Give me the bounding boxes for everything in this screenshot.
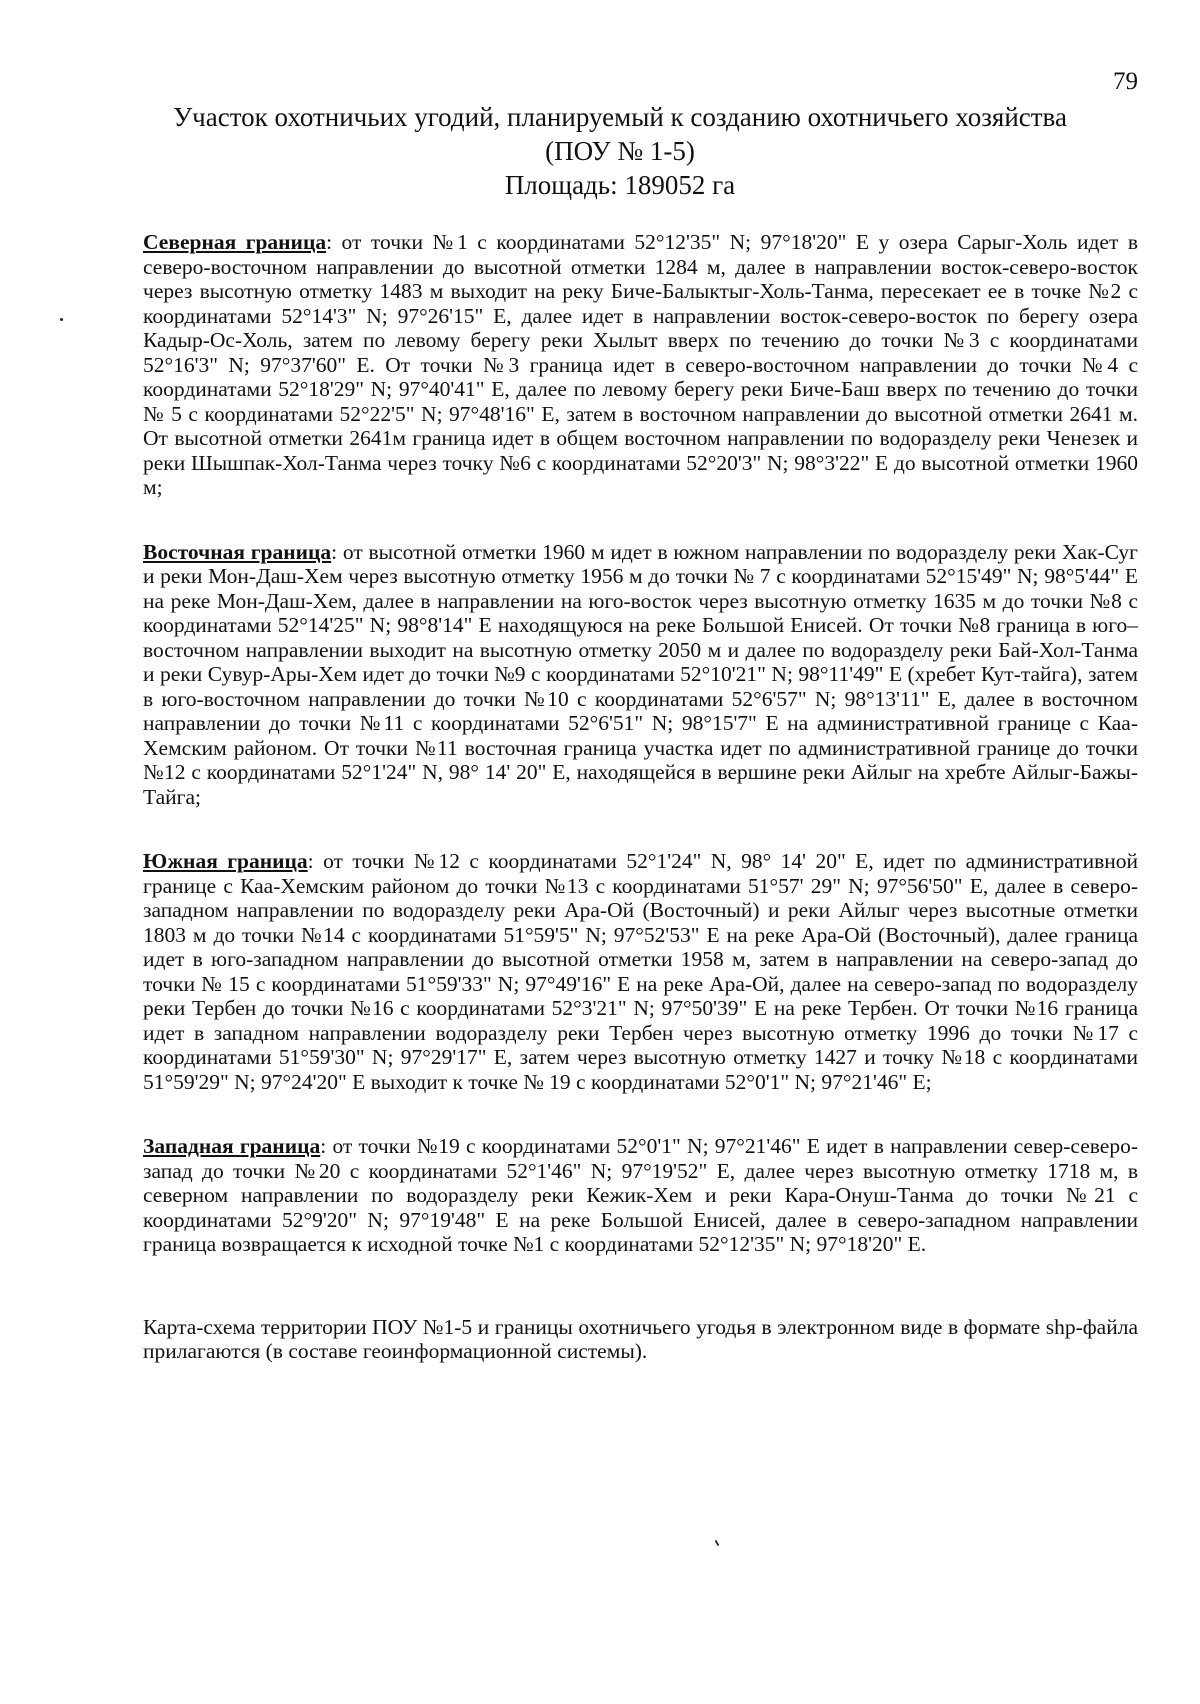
section-title-south: Южная граница: [143, 849, 308, 873]
section-south: [143, 849, 1138, 1094]
section-text-east: : от высотной отметки 1960 м идет в южном направлении по водоразделу реки Хак-Суг и реки Мон-Даш-Хем через высотную отметку 1956 м до точки № 7 с координатами 52°15'49" N; 98°5'44" E на реке Мон-Даш-Хем, далее в направлении на юго-восток через высотную отметку 1635 м до точки №8 с координатами 52°14'25" N; 98°8'14" E находящуюся на реке Большой Енисей. От точки №8 граница в юго–восточном направлении выходит на высотную отметку 2050 м и далее по водоразделу реки Бай-Хол-Танма и реки Сувур-Ары-Хем идет до точки №9 с координатами 52°10'21" N; 98°11'49" E (хребет Кут-тайга), затем в юго-восточном направлении до точки №10 с координатами 52°6'57" N; 98°13'11" E, далее в восточном направлении до точки №11 с координатами 52°6'51" N; 98°15'7" E на административной границе с Каа-Хемским районом. От точки №11 восточная граница участка идет по административной границе до точки №12 с координатами 52°1'24" N, 98° 14' 20" E, находящейся в вершине реки Айлыг на хребте Айлыг-Бажы-Тайга;: [143, 539, 1138, 809]
scan-tick-mark: [715, 1540, 720, 1546]
section-title-north: Северная граница: [143, 230, 327, 254]
section-text-south: : от точки №12 с координатами 52°1'24" N, 98° 14' 20" E, идет по административной границе с Каа-Хемским районом до точки №13 с координатами 51°57' 29" N; 97°56'50" E, далее в северо-западном направлении по водоразделу реки Ара-Ой (Восточный) и реки Айлыг через высотные отметки 1803 м до точки №14 с координатами 51°59'5" N; 97°52'53" E на реке Ара-Ой (Восточный), далее граница идет в юго-западном направлении до высотной отметки 1958 м, затем в направлении на северо-запад до точки № 15 с координатами 51°59'33" N; 97°49'16" E на реке Ара-Ой, далее на северо-запад по водоразделу реки Тербен до точки №16 с координатами 52°3'21" N; 97°50'39" E на реке Тербен. От точки №16 граница идет в западном направлении водоразделу реки Тербен через высотную отметку 1996 до точки №17 с координатами 51°59'30" N; 97°29'17" E, затем через высотную отметку 1427 и точку №18 с координатами 51°59'29" N; 97°24'20" E выходит к точке № 19 с координатами 52°0'1" N; 97°21'46" E;: [143, 849, 1138, 1094]
document-title: Участок охотничьих угодий, планируемый к созданию охотничьего хозяйства: [173, 102, 1067, 132]
document-subtitle: (ПОУ № 1-5): [545, 136, 695, 166]
document-body: [143, 230, 1138, 1385]
document-header: [130, 100, 1110, 202]
section-north: [143, 230, 1138, 500]
section-west: [143, 1134, 1138, 1257]
section-title-west: Западная граница: [143, 1134, 321, 1158]
section-east: [143, 540, 1138, 810]
section-title-east: Восточная граница: [143, 539, 332, 564]
closing-paragraph: Карта-схема территории ПОУ №1-5 и границы охотничьего угодья в электронном виде в формате shp-файла прилагаются (в составе геоинформационной системы).: [143, 1314, 1138, 1363]
section-text-north: : от точки №1 с координатами 52°12'35" N; 97°18'20" E у озера Сарыг-Холь идет в северо-восточном направлении до высотной отметки 1284 м, далее в направлении восток-северо-восток через высотную отметку 1483 м выходит на реку Биче-Балыктыг-Холь-Танма, пересекает ее в точке №2 с координатами 52°14'3" N; 97°26'15" E, далее идет в направлении восток-северо-восток по берегу озера Кадыр-Ос-Холь, затем по левому берегу реки Хылыт вверх по течению до точки №3 с координатами 52°16'3" N; 97°37'60" E. От точки №3 граница идет в северо-восточном направлении до точки №4 с координатами 52°18'29" N; 97°40'41" E, далее по левому берегу реки Биче-Баш вверх по течению до точки № 5 с координатами 52°22'5" N; 97°48'16" E, затем в восточном направлении до высотной отметки 2641 м. От высотной отметки 2641м граница идет в общем восточном направлении по водоразделу реки Ченезек и реки Шышпак-Хол-Танма через точку №6 с координатами 52°20'3" N; 98°3'22" E до высотной отметки 1960 м;: [143, 230, 1138, 499]
area-line: Площадь: 189052 га: [504, 170, 736, 200]
scan-dot-mark: [60, 318, 63, 321]
page-number: 79: [1113, 68, 1138, 95]
section-text-west: : от точки №19 с координатами 52°0'1" N; 97°21'46" E идет в направлении север-северо-запад до точки №20 с координатами 52°1'46" N; 97°19'52" E, далее через высотную отметку 1718 м, в северном направлении по водоразделу реки Кежик-Хем и реки Кара-Онуш-Танма до точки №21 с координатами 52°9'20" N; 97°19'48" E на реке Большой Енисей, далее в северо-западном направлении граница возвращается к исходной точке №1 с координатами 52°12'35" N; 97°18'20" E.: [143, 1134, 1139, 1256]
